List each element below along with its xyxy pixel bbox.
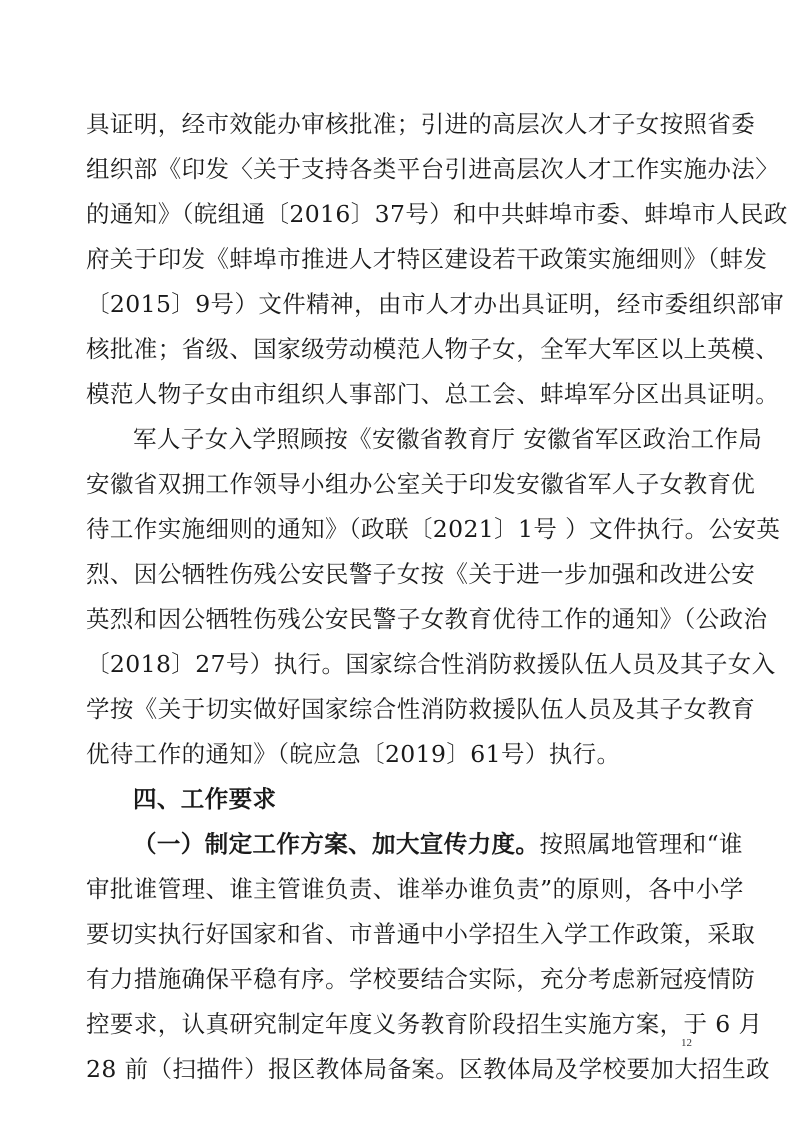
body-text-line: 英烈和因公牺牲伤残公安民警子女教育优待工作的通知》（公政治 bbox=[86, 605, 768, 633]
paragraph-first-line bbox=[133, 824, 743, 864]
body-text-line: 学按《关于切实做好国家综合性消防救援队伍人员及其子女教育 bbox=[86, 695, 756, 723]
body-text-line: 〔2018〕27号）执行。国家综合性消防救援队伍人员及其子女入 bbox=[86, 650, 776, 678]
subsection-lead: （一）制定工作方案、加大宣传力度。 bbox=[133, 830, 540, 858]
body-text-line: 优待工作的通知》（皖应急〔2019〕61号）执行。 bbox=[86, 740, 621, 768]
body-text-line: 烈、因公牺牲伤残公安民警子女按《关于进一步加强和改进公安 bbox=[86, 560, 756, 588]
body-text-line: 安徽省双拥工作领导小组办公室关于印发安徽省军人子女教育优 bbox=[86, 470, 756, 498]
body-text-line: 具证明，经市效能办审核批准；引进的高层次人才子女按照省委 bbox=[86, 110, 756, 138]
body-text-line: 的通知》（皖组通〔2016〕37号）和中共蚌埠市委、蚌埠市人民政 bbox=[86, 200, 788, 228]
page-number: 12 bbox=[681, 1037, 692, 1049]
subsection-text: 按照属地管理和“谁 bbox=[539, 830, 743, 858]
body-text-line: 28 前（扫描件）报区教体局备案。区教体局及学校要加大招生政 bbox=[86, 1055, 770, 1083]
body-text-line: 核批准；省级、国家级劳动模范人物子女，全军大军区以上英模、 bbox=[86, 335, 780, 363]
body-text-line: 〔2015〕9号）文件精神，由市人才办出具证明，经市委组织部审 bbox=[86, 290, 785, 318]
body-text-line: 控要求，认真研究制定年度义务教育阶段招生实施方案，于 6 月 bbox=[86, 1010, 763, 1038]
body-text-line: 组织部《印发〈关于支持各类平台引进高层次人才工作实施办法〉 bbox=[86, 155, 780, 183]
body-text-line: 府关于印发《蚌埠市推进人才特区建设若干政策实施细则》（蚌发 bbox=[86, 245, 768, 273]
paragraph-first-line: 军人子女入学照顾按《安徽省教育厅 安徽省军区政治工作局 bbox=[133, 425, 763, 453]
body-text-line: 待工作实施细则的通知》（政联〔2021〕1号 ）文件执行。公安英 bbox=[86, 515, 781, 543]
body-text-line: 有力措施确保平稳有序。学校要结合实际，充分考虑新冠疫情防 bbox=[86, 965, 756, 993]
body-text-line: 要切实执行好国家和省、市普通中小学招生入学工作政策，采取 bbox=[86, 920, 756, 948]
body-text-line: 模范人物子女由市组织人事部门、总工会、蚌埠军分区出具证明。 bbox=[86, 380, 780, 408]
body-text-line: 审批谁管理、谁主管谁负责、谁举办谁负责”的原则，各中小学 bbox=[86, 875, 744, 903]
section-heading: 四、工作要求 bbox=[133, 785, 277, 813]
